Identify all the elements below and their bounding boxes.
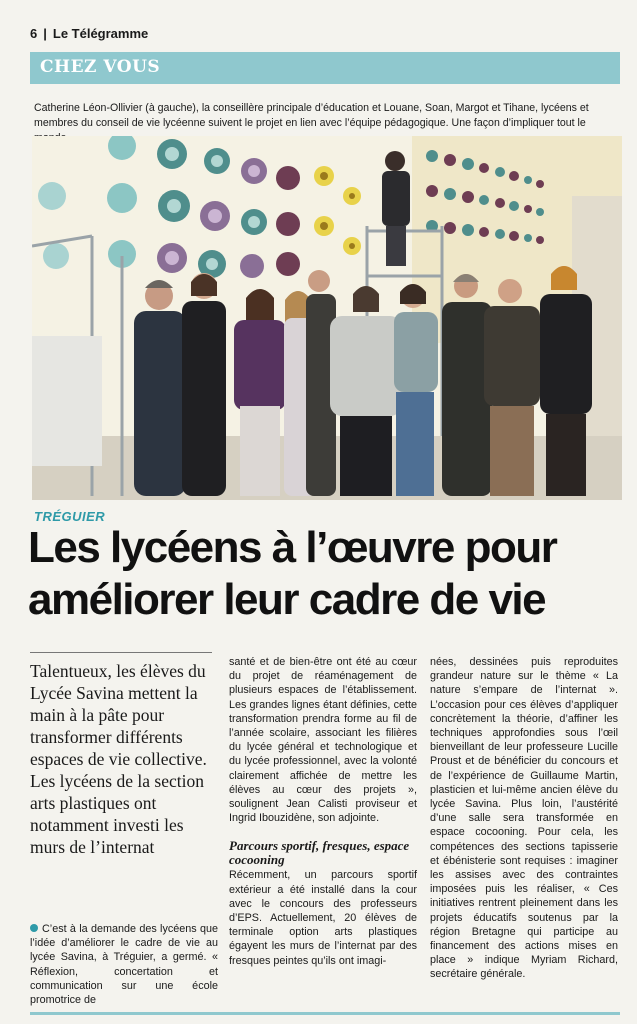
lead-divider	[30, 652, 212, 653]
article-column-3	[430, 655, 618, 982]
article-lead: Talentueux, les élèves du Lycée Savina mettent la main à la pâte pour transformer différents espaces de vie collective. Les lycéens de la section arts plastiques ont notamment investi les murs de l’internat	[30, 661, 207, 857]
article-photo	[32, 136, 622, 500]
headline-line-1: Les lycéens à l’œuvre pour	[28, 523, 557, 572]
bottom-rule	[30, 1012, 620, 1015]
article-subhead: Parcours sportif, fresques, espace cocooning	[229, 838, 410, 868]
col3-paragraph: nées, dessinées puis reproduites grandeur nature sur le thème « La nature s’empare de l’internat ». L’occasion pour ces élèves d’appliquer concrètement la théorie, d’affiner les techniques approfondies sous l’œil bienveillant de leur professeure Lucille Proust et de bénéficier du concours et de l’expérience de Guillaume Martin, plasticien et lui-même ancien élève du lycée Savina. Plus loin, l’austérité d’une salle sera transformée en espace cocooning. Pour cela, les compétences des sections tapisserie et ébénisterie sont requises : imaginer les assises avec des contraintes imposées puis les réaliser, « Ces initiatives rentrent pleinement dans les projets éducatifs soutenus par la région Bretagne qui participe au financement des actions mises en place » indique Myriam Richard, secrétaire générale.	[430, 656, 618, 981]
col2-paragraph-1: santé et de bien-être ont été au cœur du projet de réaménagement de plusieurs espaces de l’établissement. Les grandes lignes étant définies, cette transformation prendra forme au fil de l’année scolaire, associant les filières du lycée général et technologique et du lycée professionnel, avec la volonté clairement affichée de mettre les élèves au cœur des projets », soulignent Jean Calisti proviseur et Ingrid Ibouzidène, son adjointe.	[229, 656, 417, 825]
header-separator: |	[43, 26, 47, 41]
article-kicker: TRÉGUIER	[34, 509, 106, 524]
section-label: CHEZ VOUS	[40, 57, 161, 77]
photo-people-mural-icon	[32, 136, 622, 500]
article-column-2	[229, 655, 417, 968]
bullet-dot-icon	[30, 924, 38, 932]
col1-paragraph: C’est à la demande des lycéens que l’idée d’améliorer le cadre de vie au lycée Savina, à Tréguier, a germé. « Réflexion, concertation et communication sur une école promotrice de	[30, 923, 218, 1007]
photo-caption: Catherine Léon-Ollivier (à gauche), la conseillère principale d’éducation et Louane, Soan, Margot et Tihane, lycéens et membres du conseil de vie lycéenne suivent le projet en lien avec l’équipe pédagogique. Une façon d’impliquer tout le	[34, 102, 589, 129]
article-headline	[28, 522, 628, 626]
article-column-1	[30, 922, 218, 1007]
page-header	[30, 26, 148, 41]
headline-line-2: améliorer leur cadre de vie	[28, 575, 546, 624]
page-number: 6	[30, 26, 38, 41]
section-band	[30, 52, 620, 84]
newspaper-name: Le Télégramme	[52, 26, 149, 41]
col2-paragraph-2: Récemment, un parcours sportif extérieur a été installé dans la cour avec le concours des professeurs d’EPS. Actuellement, 20 élèves de terminale option arts plastiques égayent les murs de l’internat par des fresques peintes qu’ils ont imagi-	[229, 869, 417, 967]
